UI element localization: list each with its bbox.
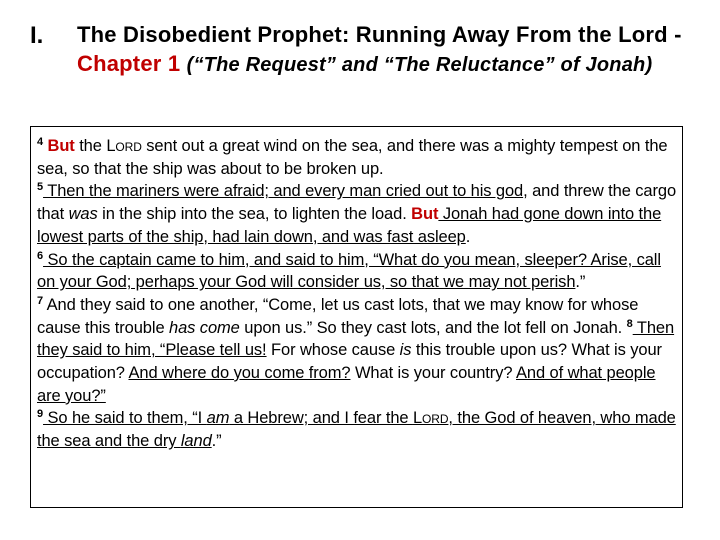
- verse-text: in the ship into the sea, to lighten the load.: [97, 205, 412, 224]
- verse-number-4: 4: [37, 136, 44, 148]
- verse-text-italic: land: [180, 432, 212, 451]
- verse-text-italic: has come: [169, 318, 240, 337]
- lord-small-caps: Lord: [106, 137, 142, 155]
- verse-text: .”: [211, 432, 222, 451]
- verse-text-underlined: And of what people are you?”: [37, 364, 656, 405]
- verse-text: And they said to one another, “Come, let us cast lots, that we may know for whose cause this trouble: [37, 295, 639, 337]
- lord-small-caps: Lord: [412, 409, 449, 428]
- verse-number-5: 5: [37, 181, 44, 194]
- verse-text: upon us.” So they cast lots, and the lot fell on Jonah.: [239, 318, 627, 337]
- title-chapter: Chapter 1: [77, 51, 181, 76]
- heading: [30, 20, 710, 80]
- verse-text: For whose cause: [266, 341, 400, 360]
- verse-text-underlined: Then they said to him, “Please tell us!: [37, 318, 675, 360]
- verse-text: What is your country?: [350, 364, 516, 383]
- title-subtitle: (“The Request” and “The Reluctance” of Jonah): [186, 54, 653, 76]
- verse-text: sent out a great wind on the sea, and there was a mighty tempest on the sea, so that the ship was about to be broken up.: [37, 137, 668, 178]
- verse-text-underlined: , the God of heaven, who made the sea and the dry: [37, 409, 676, 451]
- verse-text-underlined: So he said to them, “I: [43, 409, 207, 428]
- verse-text: this trouble upon us? What is your occupation?: [37, 341, 662, 383]
- verse-text-italic: was: [68, 205, 98, 224]
- page-title: [77, 20, 710, 80]
- scripture-passage-box: [30, 126, 683, 508]
- verse-text-underlined: Then the mariners were afraid; and every man cried out to his god: [43, 182, 524, 201]
- verse-number-9: 9: [37, 408, 44, 421]
- verse-text: .”: [575, 273, 586, 292]
- verse-text-underlined: And where do you come from?: [128, 364, 351, 383]
- verse-text: the: [74, 137, 107, 155]
- section-numeral: I.: [30, 22, 44, 49]
- verse-text: , and threw the cargo that: [37, 182, 677, 224]
- title-main: The Disobedient Prophet: Running Away From the Lord -: [77, 22, 682, 47]
- verse-number-8: 8: [626, 317, 633, 330]
- emphasis-but: But: [411, 205, 439, 224]
- verse-text-underlined: a Hebrew; and I fear the: [229, 409, 413, 428]
- verse-text: .: [465, 227, 471, 246]
- verse-text-underlined: Jonah had gone down into the lowest parts of the ship, had lain down, and was fast asleep: [37, 205, 662, 246]
- verse-text-italic: is: [399, 341, 412, 360]
- verse-text-italic: am: [206, 409, 230, 428]
- verse-number-7: 7: [37, 294, 44, 307]
- verse-number-6: 6: [37, 249, 44, 262]
- emphasis-but: But: [47, 137, 75, 155]
- verse-text-underlined: So the captain came to him, and said to him, “What do you mean, sleeper? Arise, call on your God; perhaps your God will consider us, so that we may not perish: [37, 250, 661, 292]
